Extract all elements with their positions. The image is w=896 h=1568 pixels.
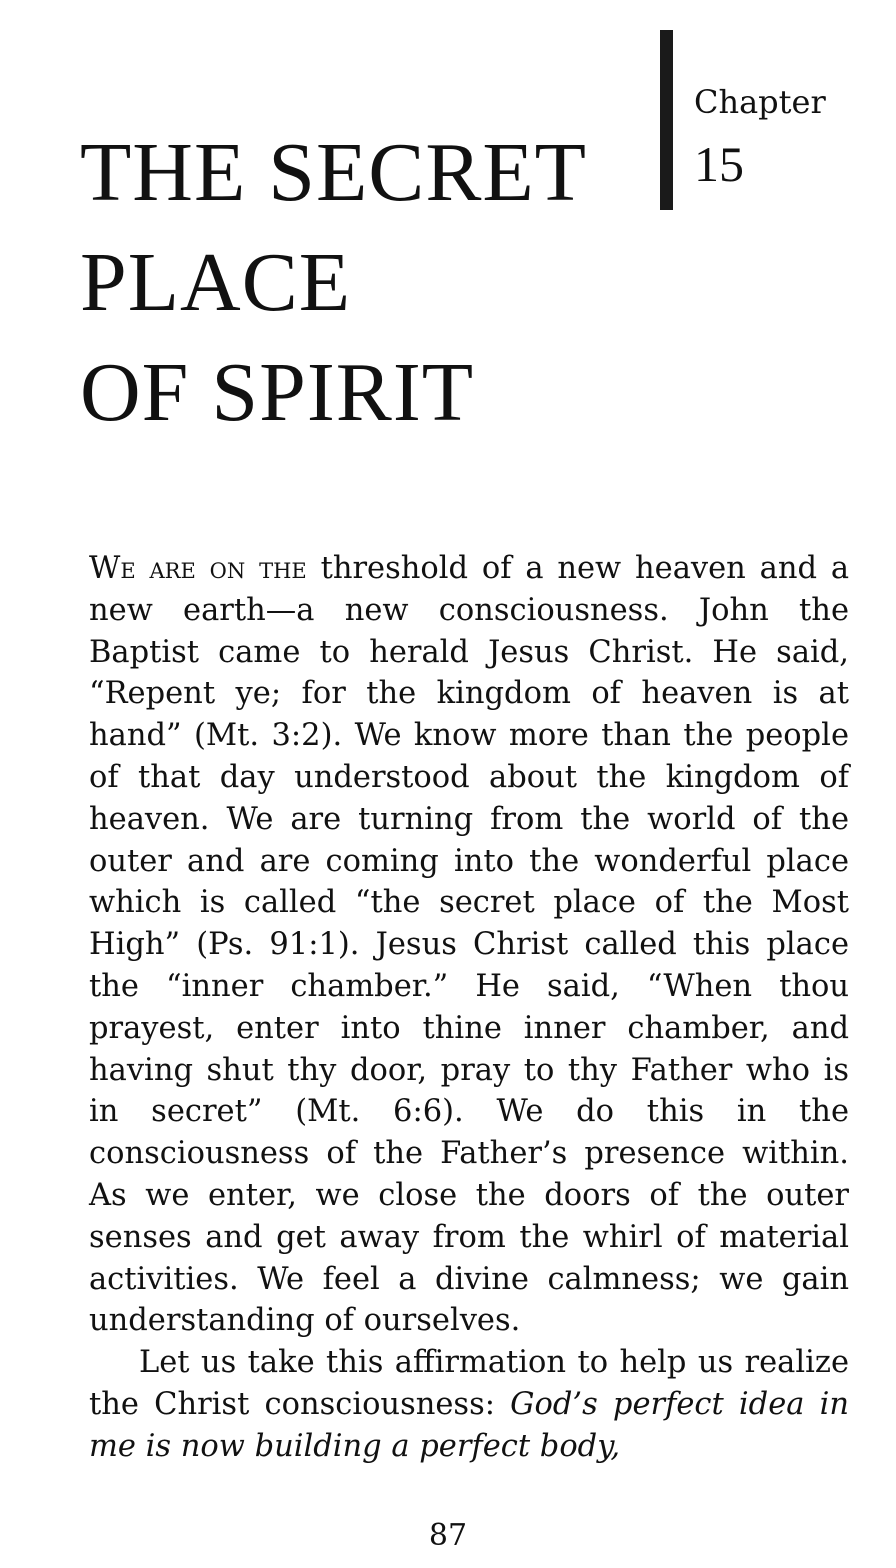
paragraph-2-text: Let us take this affirmation to help us realize the Christ consciousness:	[89, 1345, 849, 1422]
paragraph-1	[89, 548, 849, 1342]
chapter-title-line-3: OF SPIRIT	[80, 346, 475, 439]
chapter-divider-bar	[660, 30, 673, 210]
chapter-title	[80, 118, 587, 448]
paragraph-1-text: threshold of a new heaven and a new earth—a new consciousness. John the Baptist came to herald Jesus Christ. He said, “Repent ye; for the kingdom of heaven is at hand” (Mt. 3:2). We know more than the people of that day understood about the kingdom of heaven. We are turning from the world of the outer and are coming into the wonderful place which is called “the secret place of the Most High” (Ps. 91:1). Jesus Christ called this place the “inner chamber.” He said, “When thou prayest, enter into thine inner chamber, and having shut thy door, pray to thy Father who is in secret” (Mt. 6:6). We do this in the consciousness of the Father’s presence within. As we enter, we close the doors of the outer senses and get away from the whirl of material activities. We feel a divine calmness; we gain understanding of ourselves.	[89, 551, 849, 1339]
chapter-title-line-2: PLACE	[80, 236, 352, 329]
chapter-label: Chapter	[694, 83, 826, 121]
chapter-title-line-1: THE SECRET	[80, 126, 587, 219]
lead-in-smallcaps: We are on the	[89, 551, 307, 586]
paragraph-2	[89, 1342, 849, 1467]
affirmation-italic: God’s perfect idea in me is now building a perfect body,	[89, 1386, 849, 1464]
body-text	[89, 548, 849, 1468]
chapter-number: 15	[694, 136, 744, 192]
page-number: 87	[428, 1518, 468, 1553]
